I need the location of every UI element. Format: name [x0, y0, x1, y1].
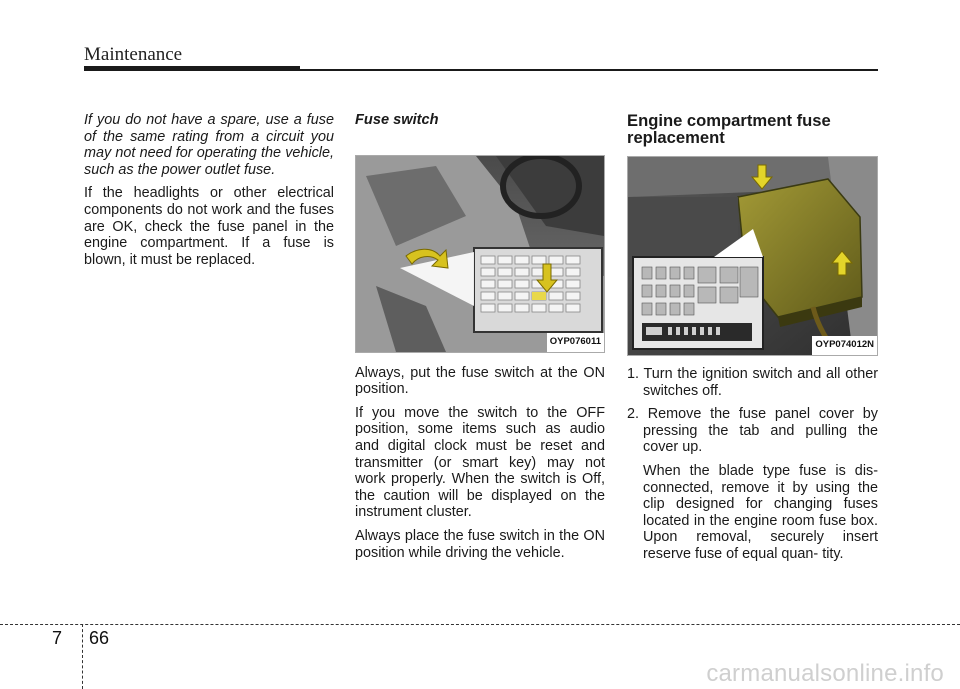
figure-code-2: OYP074012N: [812, 336, 877, 355]
chapter-number: 7: [52, 628, 63, 648]
step-1: 1. Turn the ignition switch and all other switches off.: [627, 366, 878, 399]
fuse-switch-figure: [355, 155, 605, 353]
header-rule-thick: [84, 66, 300, 71]
engine-fuse-figure: [627, 156, 878, 356]
engine-fuse-heading: Engine compartment fuse replacement: [627, 111, 831, 147]
header-rule-thin: [300, 69, 878, 71]
fuse-switch-paragraph-2: If you move the switch to the OFF position, some items such as audio and digital clock must be reset and transmitter (or smart key) may not work properly. When the switch is Off, the caution will be displayed on the instrument cluster.: [355, 404, 605, 521]
column-3: [627, 112, 878, 570]
fuse-switch-paragraph-3: Always place the fuse switch in the ON position while driving the vehicle.: [355, 527, 605, 561]
page-header-title: Maintenance: [84, 44, 183, 65]
column-2: [355, 112, 605, 568]
fuse-replacement-steps: [627, 366, 878, 456]
engine-fuse-box-illustration: [628, 157, 877, 355]
fuse-switch-heading: Fuse switch: [355, 112, 439, 128]
page-number: 66: [89, 628, 110, 648]
fuse-panel-paragraph: If the headlights or other electrical components do not work and the fuses are OK, check the fuse panel in the engine compartment. If a fuse is blown, it must be replaced.: [84, 185, 334, 268]
column-1: [84, 112, 334, 275]
figure-code-1: OYP076011: [547, 333, 604, 352]
step-2-continuation: When the blade type fuse is dis- connected, remove it by using the clip designed for changing fuses located in the engine room fuse box. Upon removal, securely insert reserve fuse of equal quan- tity.: [643, 462, 878, 562]
watermark: carmanualsonline.info: [706, 660, 944, 687]
interior-fuse-panel-illustration: [356, 156, 604, 352]
footer-divider: [82, 624, 83, 689]
spare-fuse-note: If you do not have a spare, use a fuse of the same rating from a circuit you may not need for operating the vehicle, such as the power outlet fuse.: [84, 112, 334, 178]
step-2: 2. Remove the fuse panel cover by pressing the tab and pulling the cover up.: [627, 406, 878, 456]
footer-rule: [0, 624, 960, 625]
fuse-switch-paragraph-1: Always, put the fuse switch at the ON position.: [355, 364, 605, 398]
